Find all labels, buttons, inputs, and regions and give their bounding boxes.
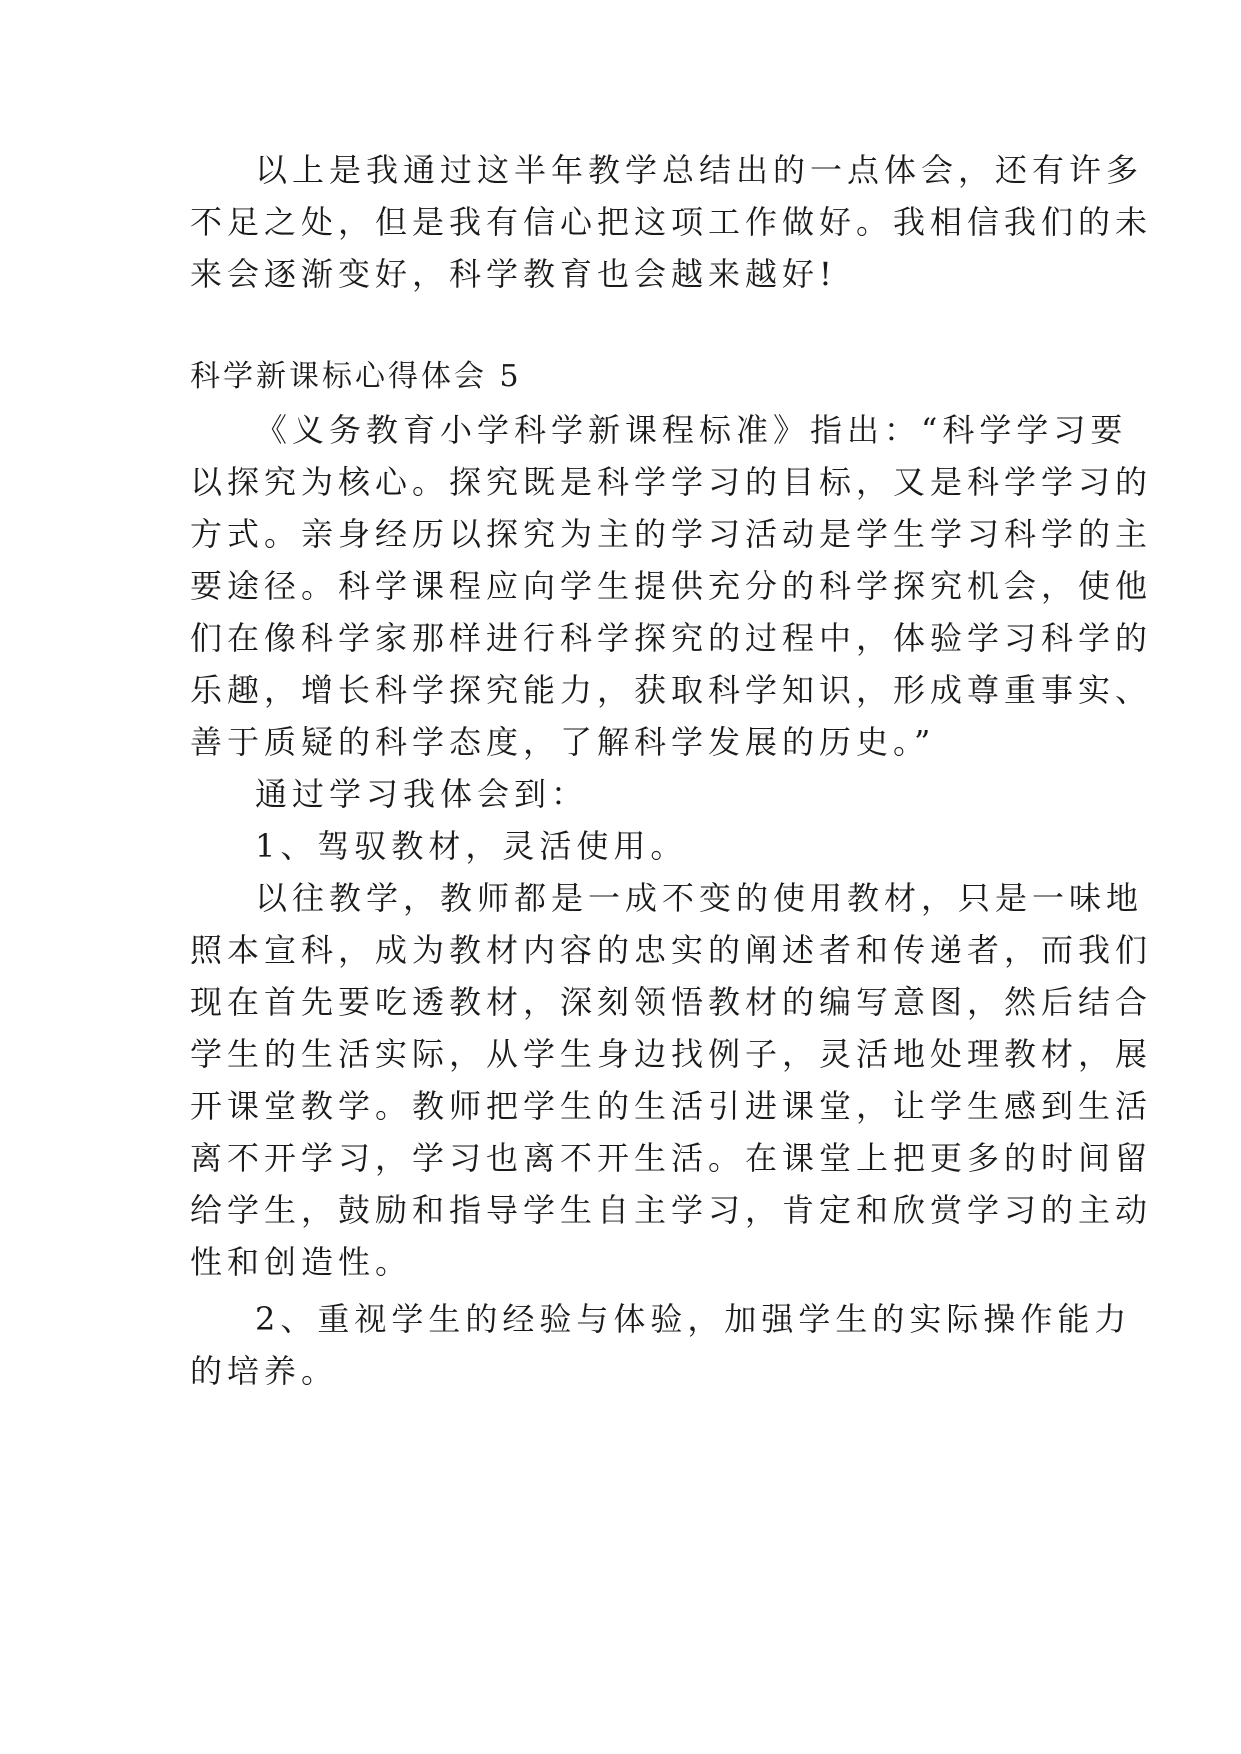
point-1-line-2: 照本宣科，成为教材内容的忠实的阐述者和传递者，而我们 — [190, 931, 1153, 969]
quote-line-5: 们在像科学家那样进行科学探究的过程中，体验学习科学的 — [190, 619, 1153, 657]
point-2-line-1: 2、重视学生的经验与体验，加强学生的实际操作能力 — [255, 1300, 1132, 1338]
point-1-title: 1、驾驭教材，灵活使用。 — [255, 827, 688, 865]
point-2-line-2: 的培养。 — [190, 1352, 339, 1390]
quote-line-2: 以探究为核心。探究既是科学学习的目标，又是科学学习的 — [190, 463, 1153, 501]
quote-line-7: 善于质疑的科学态度，了解科学发展的历史。” — [190, 723, 936, 761]
point-1-line-5: 开课堂教学。教师把学生的生活引进课堂，让学生感到生活 — [190, 1087, 1153, 1125]
point-1-line-1: 以往教学，教师都是一成不变的使用教材，只是一味地 — [255, 879, 1144, 917]
point-1-line-3: 现在首先要吃透教材，深刻领悟教材的编写意图，然后结合 — [190, 983, 1153, 1021]
quote-line-6: 乐趣，增长科学探究能力，获取科学知识，形成尊重事实、 — [190, 671, 1153, 709]
intro-line-3: 来会逐渐变好，科学教育也会越来越好! — [190, 255, 837, 293]
quote-line-1: 《义务教育小学科学新课程标准》指出：“科学学习要 — [255, 411, 1128, 449]
quote-line-4: 要途径。科学课程应向学生提供充分的科学探究机会，使他 — [190, 567, 1153, 605]
point-1-line-8: 性和创造性。 — [190, 1243, 413, 1281]
point-1-line-6: 离不开学习，学习也离不开生活。在课堂上把更多的时间留 — [190, 1139, 1153, 1177]
lead-in: 通过学习我体会到： — [255, 775, 589, 813]
point-1-line-7: 给学生，鼓励和指导学生自主学习，肯定和欣赏学习的主动 — [190, 1191, 1153, 1229]
intro-line-1: 以上是我通过这半年教学总结出的一点体会，还有许多 — [255, 151, 1144, 189]
intro-line-2: 不足之处，但是我有信心把这项工作做好。我相信我们的未 — [190, 203, 1153, 241]
point-1-line-4: 学生的生活实际，从学生身边找例子，灵活地处理教材，展 — [190, 1035, 1153, 1073]
quote-line-3: 方式。亲身经历以探究为主的学习活动是学生学习科学的主 — [190, 515, 1153, 553]
section-heading: 科学新课标心得体会 5 — [190, 359, 522, 394]
